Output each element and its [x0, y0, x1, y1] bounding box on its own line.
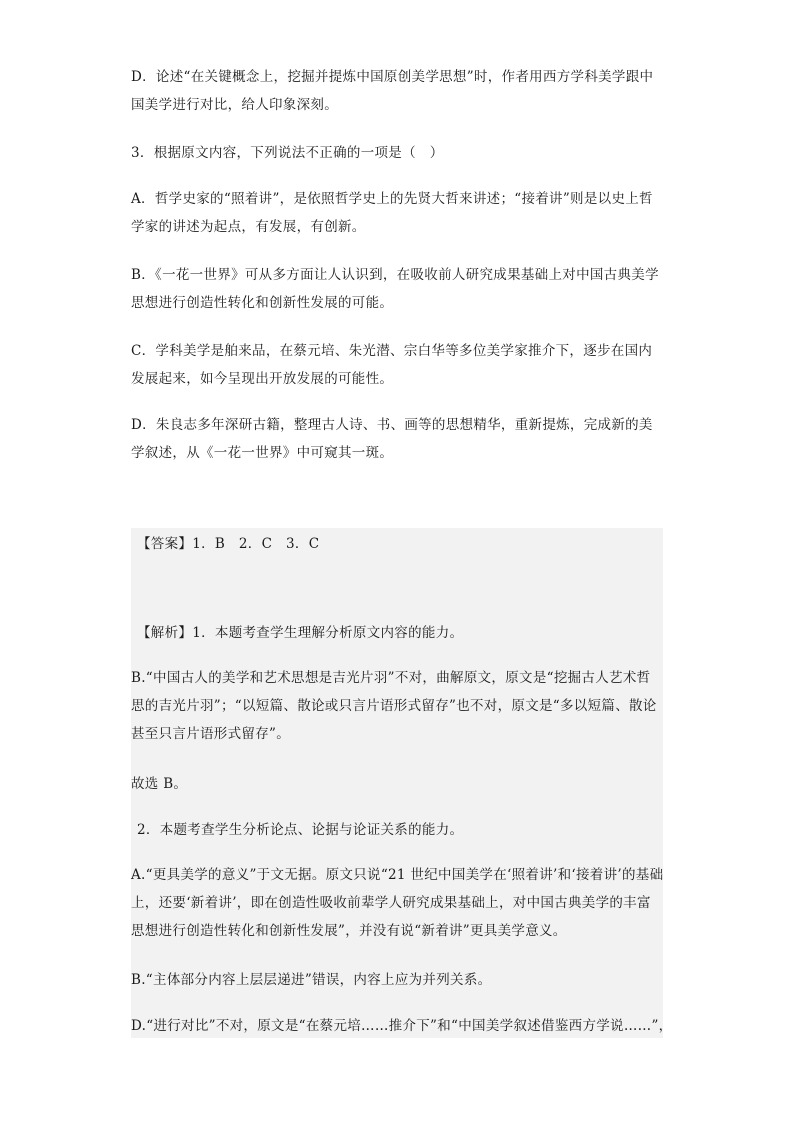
q3-option-c — [131, 337, 663, 393]
q3-option-a-line1: A．哲学史家的“照着讲”，是依照哲学史上的先贤大哲来讲述；“接着讲”则是以史上哲 — [131, 191, 653, 207]
analysis-p1-line1: B.“中国古人的美学和艺术思想是吉光片羽”不对，曲解原文，原文是“挖掘古人艺术哲 — [131, 670, 651, 686]
q3-option-b-line2: 思想进行创造性转化和创新性发展的可能。 — [131, 295, 394, 311]
analysis-p2-line2: 上，还要‘新着讲’，即在创造性吸收前辈学人研究成果基础上，对中国古典美学的丰富 — [131, 895, 651, 911]
analysis-paragraph-2 — [131, 861, 663, 945]
q3-option-a-line2: 学家的讲述为起点，有发展，有创新。 — [131, 219, 366, 235]
analysis-p1-line3: 甚至只言片语形式留存”。 — [131, 726, 291, 742]
q3-stem: 3．根据原文内容，下列说法不正确的一项是（ ） — [131, 145, 444, 161]
q3-option-c-line2: 发展起来，如今呈现出开放发展的可能性。 — [131, 371, 394, 387]
q2-option-d-line2: 国美学进行对比，给人印象深刻。 — [131, 97, 338, 113]
q3-option-d-line1: D．朱良志多年深研古籍，整理古人诗、书、画等的思想精华，重新提炼，完成新的美 — [131, 417, 653, 433]
analysis-paragraph-4: D.“进行对比”不对，原文是“在蔡元培……推介下”和“中国美学叙述借鉴西方学说……”， — [131, 1018, 673, 1034]
analysis-choose-1: 故选 B。 — [131, 776, 188, 792]
answer-label: 【答案】 — [137, 536, 193, 552]
analysis-p2-line1: A.“更具美学的意义”于文无据。原文只说“21 世纪中国美学在‘照着讲’和‘接着讲’的基础 — [131, 867, 664, 883]
analysis-p1-line2: 思的吉光片羽”；“以短篇、散论或只言片语形式留存”也不对，原文是“多以短篇、散论 — [131, 698, 657, 714]
analysis-p2-line3: 思想进行创造性转化和创新性发展”，并没有说“新着讲”更具美学意义。 — [131, 923, 567, 939]
analysis-intro-2: 2．本题考查学生分析论点、论据与论证关系的能力。 — [137, 822, 464, 838]
analysis-intro-1 — [137, 619, 463, 647]
answer-text: 1．B 2．C 3．C — [192, 536, 320, 552]
q3-option-d-line2: 学叙述，从《一花一世界》中可窥其一斑。 — [131, 445, 394, 461]
analysis-label: 【解析】 — [137, 625, 193, 641]
q3-option-a — [131, 185, 663, 241]
q3-option-c-line1: C．学科美学是舶来品，在蔡元培、朱光潜、宗白华等多位美学家推介下，逐步在国内 — [131, 343, 653, 359]
q3-option-b-line1: B．《一花一世界》可从多方面让人认识到，在吸收前人研究成果基础上对中国古典美学 — [131, 267, 659, 283]
q2-option-d-line1: D．论述“在关键概念上，挖掘并提炼中国原创美学思想”时，作者用西方学科美学跟中 — [131, 69, 654, 85]
answer-box — [131, 528, 673, 1038]
analysis-paragraph-3: B.“主体部分内容上层层递进”错误，内容上应为并列关系。 — [131, 972, 492, 988]
q2-option-d — [131, 63, 663, 119]
q3-option-b — [131, 261, 663, 317]
q3-option-d — [131, 411, 663, 467]
analysis-paragraph-1 — [131, 664, 663, 748]
analysis-intro-1-text: 1．本题考查学生理解分析原文内容的能力。 — [192, 625, 464, 641]
answer-line — [137, 530, 319, 558]
